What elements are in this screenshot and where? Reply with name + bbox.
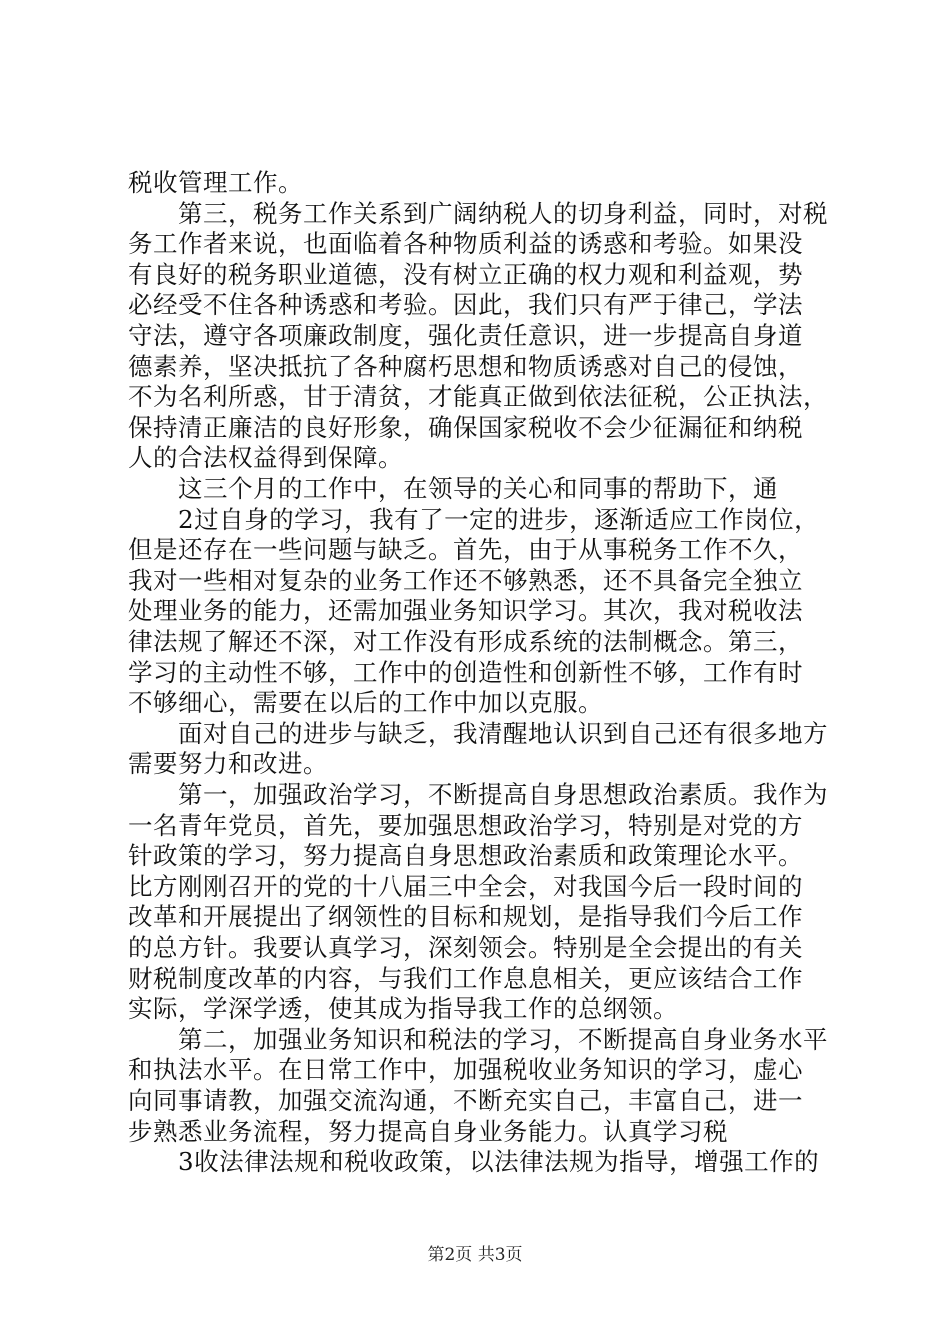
text-line: 务工作者来说，也面临着各种物质利益的诱惑和考验。如果没 [128, 229, 803, 259]
text-line: 不够细心，需要在以后的工作中加以克服。 [128, 688, 603, 718]
paragraph-start: 面对自己的进步与缺乏，我清醒地认识到自己还有很多地方 [178, 718, 828, 748]
text-line: 税收管理工作。 [128, 168, 303, 197]
page-footer: 第2页 共3页 [427, 1245, 523, 1265]
text-line: 德素养，坚决抵抗了各种腐朽思想和物质诱惑对自己的侵蚀， [128, 351, 803, 381]
text-line: 针政策的学习，努力提高自身思想政治素质和政策理论水平。 [128, 841, 803, 871]
text-line: 一名青年党员，首先，要加强思想政治学习，特别是对党的方 [128, 810, 803, 840]
text-line: 比方刚刚召开的党的十八届三中全会，对我国今后一段时间的 [128, 871, 803, 901]
text-line: 改革和开展提出了纲领性的目标和规划，是指导我们今后工作 [128, 902, 803, 932]
text-line: 学习的主动性不够，工作中的创造性和创新性不够，工作有时 [128, 657, 803, 687]
text-line: 我对一些相对复杂的业务工作还不够熟悉，还不具备完全独立 [128, 565, 803, 595]
text-line: 2过自身的学习，我有了一定的进步，逐渐适应工作岗位， [178, 504, 820, 534]
text-line: 和执法水平。在日常工作中，加强税收业务知识的学习，虚心 [128, 1055, 803, 1085]
text-line: 保持清正廉洁的良好形象，确保国家税收不会少征漏征和纳税 [128, 412, 803, 442]
text-line: 步熟悉业务流程，努力提高自身业务能力。认真学习税 [128, 1116, 728, 1146]
paragraph-start: 这三个月的工作中，在领导的关心和同事的帮助下，通 [178, 474, 778, 503]
text-line: 需要努力和改进。 [128, 749, 328, 779]
text-line: 处理业务的能力，还需加强业务知识学习。其次，我对税收法 [128, 596, 803, 626]
text-line: 的总方针。我要认真学习，深刻领会。特别是全会提出的有关 [128, 933, 803, 962]
text-line: 律法规了解还不深，对工作没有形成系统的法制概念。第三， [128, 627, 803, 656]
text-line: 人的合法权益得到保障。 [128, 443, 403, 473]
paragraph-start: 第二，加强业务知识和税法的学习，不断提高自身业务水平 [178, 1024, 828, 1054]
text-line: 向同事请教，加强交流沟通，不断充实自己，丰富自己，进一 [128, 1086, 803, 1115]
text-line: 3收法律法规和税收政策，以法律法规为指导，增强工作的 [178, 1147, 820, 1177]
text-line: 必经受不住各种诱惑和考验。因此，我们只有严于律己，学法 [128, 290, 803, 320]
paragraph-start: 第一，加强政治学习，不断提高自身思想政治素质。我作为 [178, 780, 828, 809]
text-line: 但是还存在一些问题与缺乏。首先，由于从事税务工作不久， [128, 535, 803, 565]
text-line: 有良好的税务职业道德，没有树立正确的权力观和利益观，势 [128, 259, 803, 289]
paragraph-start: 第三，税务工作关系到广阔纳税人的切身利益，同时，对税 [178, 198, 828, 228]
text-line: 财税制度改革的内容，与我们工作息息相关，更应该结合工作 [128, 963, 803, 993]
text-line: 不为名利所惑，甘于清贫，才能真正做到依法征税，公正执法， [128, 382, 828, 412]
text-line: 守法，遵守各项廉政制度，强化责任意识，进一步提高自身道 [128, 321, 803, 350]
text-line: 实际，学深学透，使其成为指导我工作的总纲领。 [128, 994, 678, 1024]
